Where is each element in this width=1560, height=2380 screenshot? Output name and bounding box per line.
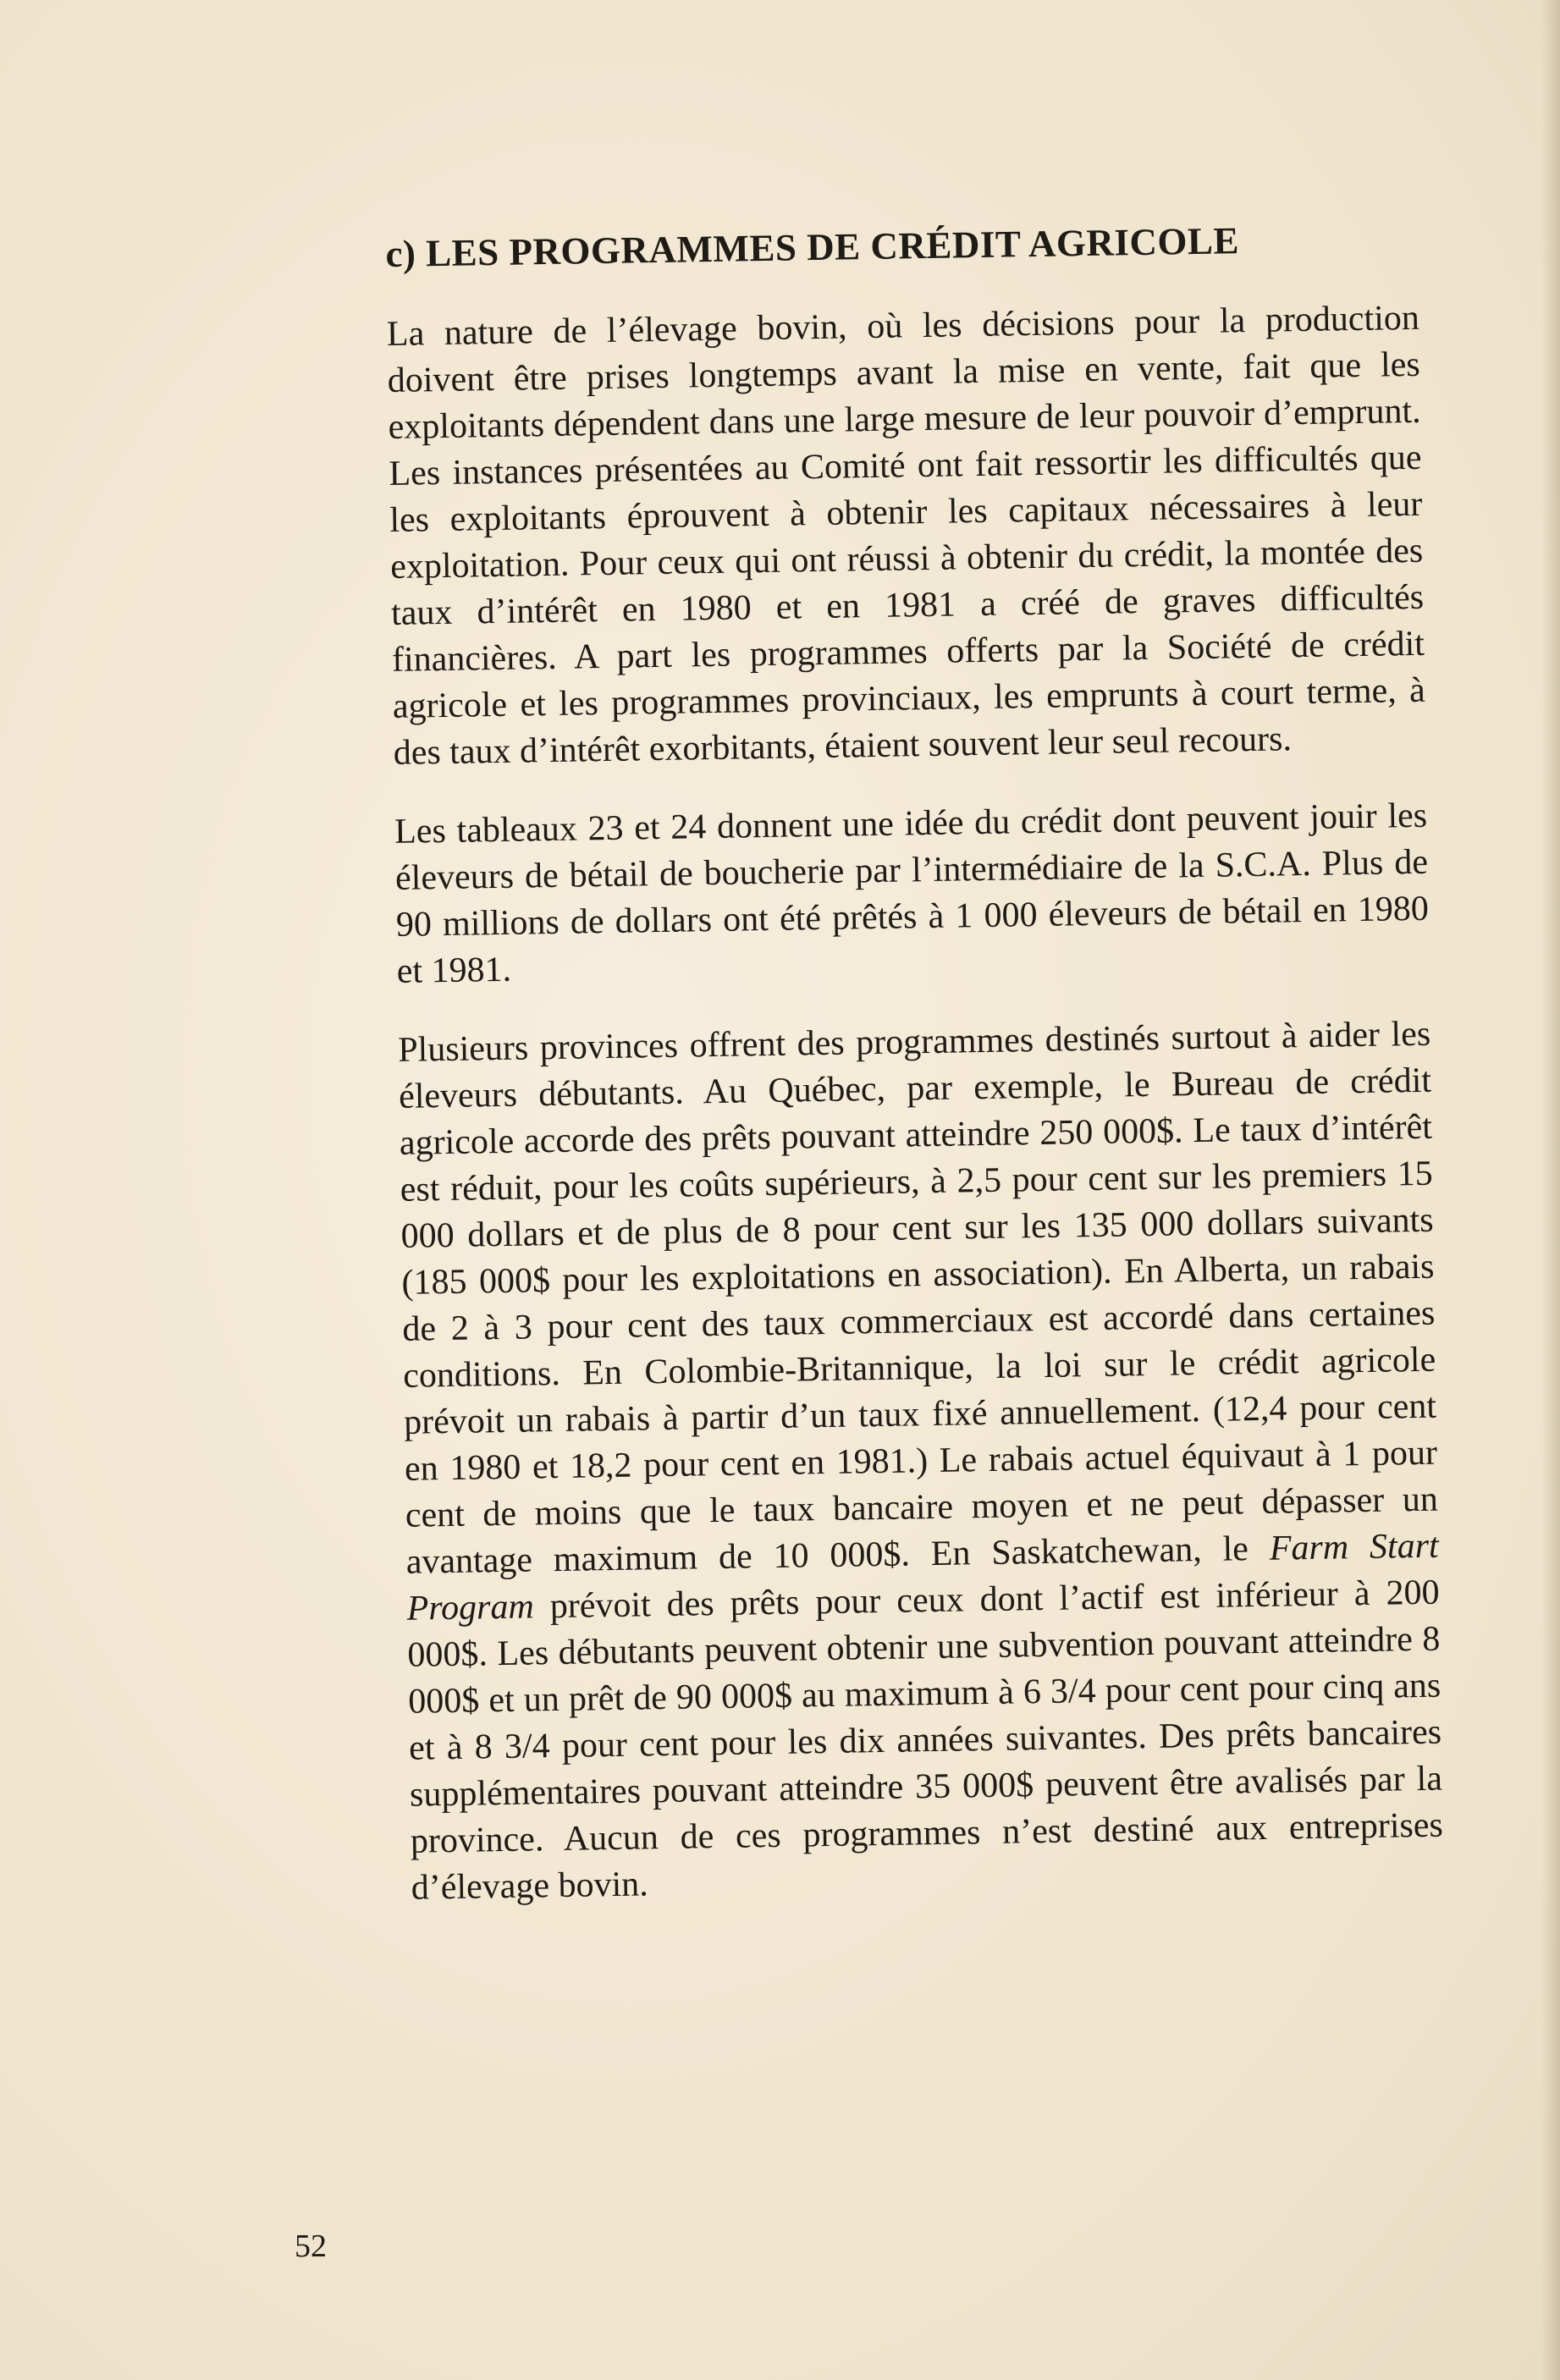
page-number: 52 — [295, 2228, 327, 2264]
paragraph-1: La nature de l’élevage bovin, où les décisions pour la production doivent être prises longtemps avant la mise en vente, fait que les exploitants dépendent dans une large mesure de leur pouvoir d’emprunt. Les instances présentées au Comité ont fait ressortir les difficultés que les exploitants éprouvent à obtenir les capitaux nécessaires à leur exploitation. Pour ceux qui ont réussi à obtenir du crédit, la montée des taux d’intérêt en 1980 et en 1981 a créé de graves difficultés financières. A part les programmes offerts par la Société de crédit agricole et les programmes provinciaux, les emprunts à court terme, à des taux d’intérêt exorbitants, étaient souvent leur seul recours. — [386, 298, 1426, 773]
text-column — [385, 212, 1445, 1944]
paragraph-3 — [398, 1011, 1444, 1912]
paragraph-3-text-end: prévoit des prêts pour ceux dont l’actif est inférieur à 200 000$. Les débutants peuvent obtenir une subvention pouvant atteindre 8 000$ et un prêt de 90 000$ au maximum à 6 3/4 pour cent pour cinq ans et à 8 3/4 pour cent pour les dix années suivantes. Des prêts bancaires supplémentaires pouvant atteindre 35 000$ peuvent être avalisés par la province. Aucun de ces programmes n’est destiné aux entreprises d’élevage bovin. — [407, 1573, 1444, 1908]
paragraph-2: Les tableaux 23 et 24 donnent une idée du crédit dont peuvent jouir les éleveurs de bétail de boucherie par l’intermédiaire de la S.C.A. Plus de 90 millions de dollars ont été prêtés à 1 000 éleveurs de bétail en 1980 et 1981. — [394, 796, 1430, 991]
paragraph-3-text-start: Plusieurs provinces offrent des programmes destinés surtout à aider les éleveurs débutants. Au Québec, par exemple, le Bureau de crédit agricole accorde des prêts pouvant atteindre 250 000$. Le taux d’intérêt est réduit, pour les coûts supérieurs, à 2,5 pour cent sur les premiers 15 000 dollars et de plus de 8 pour cent sur les 135 000 dollars suivants (185 000$ pour les exploitations en association). En Alberta, un rabais de 2 à 3 pour cent des taux commerciaux est accordé dans certaines conditions. En Colombie-Britannique, la loi sur le crédit agricole prévoit un rabais à partir d’un taux fixé annuellement. (12,4 pour cent en 1980 et 18,2 pour cent en 1981.) Le rabais actuel équivaut à 1 pour cent de moins que le taux bancaire moyen et ne peut dépasser un avantage maximum de 10 000$. En Saskatchewan, le — [397, 1014, 1439, 1582]
program-name: Farm Start Program — [406, 1526, 1439, 1628]
page-edge-shadow — [1541, 0, 1560, 2380]
section-heading: c) LES PROGRAMMES DE CRÉDIT AGRICOLE — [385, 219, 1240, 275]
